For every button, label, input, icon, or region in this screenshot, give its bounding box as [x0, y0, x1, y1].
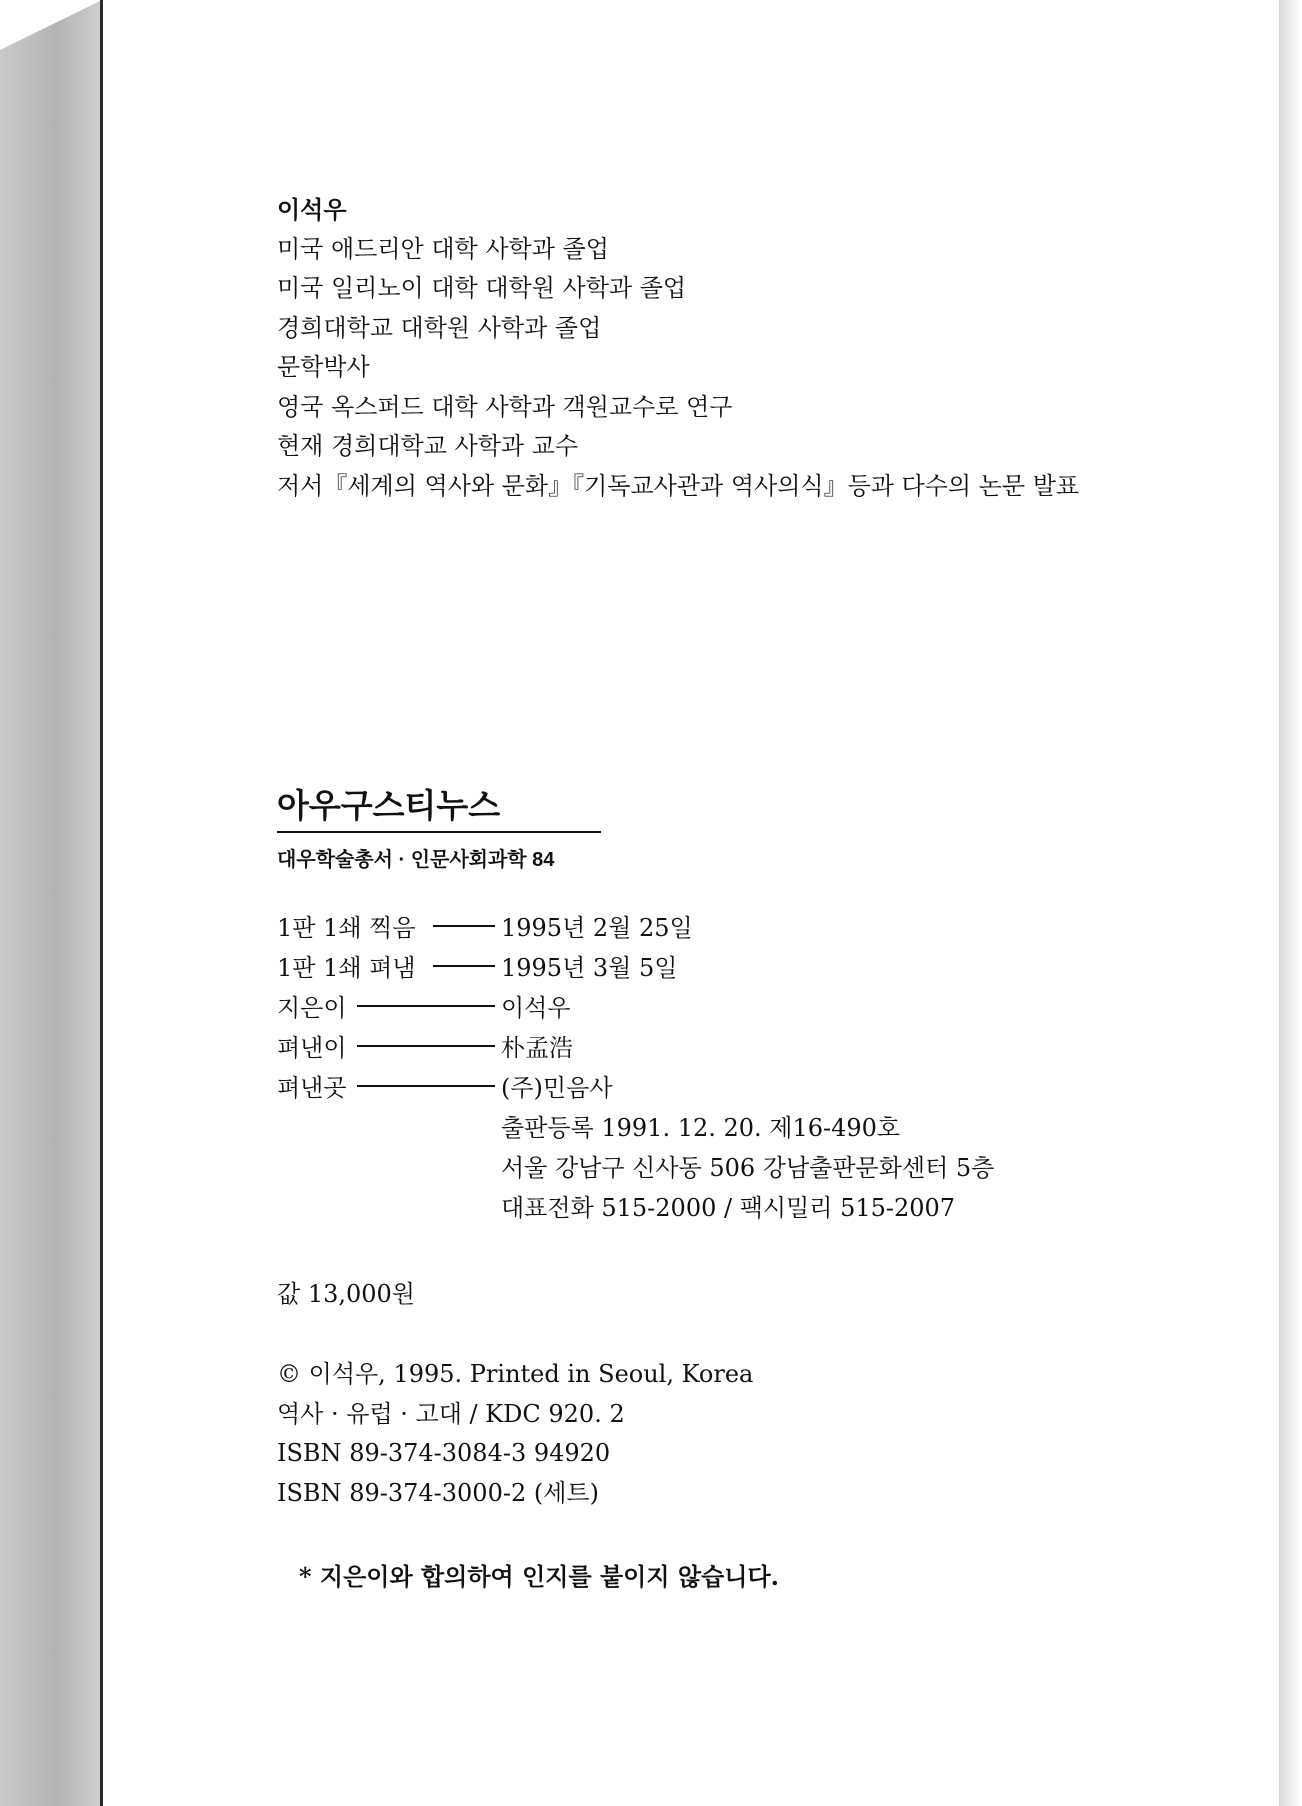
leader-line [357, 1045, 495, 1047]
press-label: 펴낸곳 [277, 1074, 347, 1102]
publisher-name: 朴孟浩 [501, 1034, 573, 1062]
leader-line [433, 925, 495, 927]
leader-line [357, 1085, 495, 1087]
author-label: 지은이 [277, 994, 347, 1022]
press-address: 서울 강남구 신사동 506 강남출판문화센터 5층 [501, 1154, 995, 1182]
bio-line: 미국 애드리안 대학 사학과 졸업 [277, 234, 609, 263]
bio-line: 이석우 [277, 195, 347, 224]
published-date: 1995년 3월 5일 [501, 954, 678, 982]
leader-line [357, 1005, 495, 1007]
colophon-row-publisher [277, 1028, 994, 1068]
press-phone: 대표전화 515-2000 / 팩시밀리 515-2007 [501, 1194, 956, 1222]
isbn-volume: ISBN 89-374-3084-3 94920 [277, 1439, 611, 1467]
bio-line: 영국 옥스퍼드 대학 사학과 객원교수로 연구 [277, 392, 733, 421]
colophon-row-printed [277, 908, 994, 948]
book-title: 아우구스티누스 [277, 786, 501, 825]
colophon-row-published [277, 948, 994, 988]
title-block [277, 785, 601, 872]
publisher-label: 펴낸이 [277, 1034, 347, 1062]
series-name: 대우학술총서 · 인문사회과학 84 [277, 849, 555, 871]
author-bio [277, 190, 1079, 506]
colophon-row-author [277, 988, 994, 1028]
registration: 출판등록 1991. 12. 20. 제16-490호 [501, 1114, 901, 1142]
page-edge-shadow [1279, 0, 1302, 1806]
classification: 역사 · 유럽 · 고대 / KDC 920. 2 [277, 1399, 625, 1428]
author-name: 이석우 [501, 994, 571, 1022]
bio-line: 미국 일리노이 대학 대학원 사학과 졸업 [277, 274, 687, 302]
bio-line: 현재 경희대학교 사학과 교수 [277, 432, 579, 460]
press-name: (주)민음사 [501, 1074, 613, 1102]
colophon [277, 908, 994, 1228]
published-label: 1판 1쇄 펴냄 [277, 954, 416, 982]
isbn-set: ISBN 89-374-3000-2 (세트) [277, 1478, 599, 1507]
colophon-row-press [277, 1068, 994, 1108]
book-spine [0, 0, 102, 1806]
bio-line: 문학박사 [277, 353, 370, 381]
copyright-block [277, 1355, 753, 1513]
bio-line: 경희대학교 대학원 사학과 졸업 [277, 313, 602, 342]
stamp-note: * 지은이와 합의하여 인지를 붙이지 않습니다. [299, 1562, 779, 1591]
price: 값 13,000원 [277, 1280, 415, 1308]
printed-label: 1판 1쇄 찍음 [277, 914, 416, 942]
leader-line [433, 965, 495, 967]
title-rule [277, 831, 601, 833]
bio-line: 저서『세계의 역사와 문화』『기독교사관과 역사의식』등과 다수의 논문 발표 [277, 471, 1080, 500]
copyright-page [103, 0, 1279, 1806]
copyright-line: © 이석우, 1995. Printed in Seoul, Korea [277, 1360, 754, 1388]
printed-date: 1995년 2월 25일 [501, 914, 693, 942]
